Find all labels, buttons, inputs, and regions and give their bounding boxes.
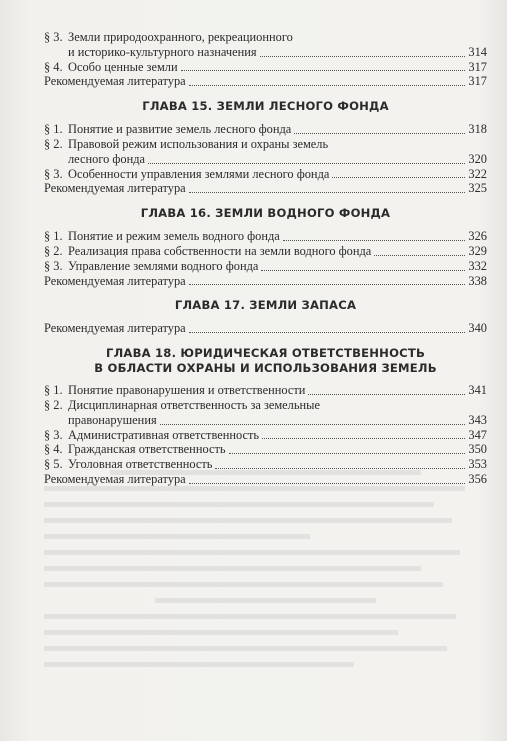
dot-leader — [261, 270, 465, 271]
toc-entry[interactable] — [44, 137, 487, 152]
toc-entry-literature[interactable] — [44, 74, 487, 89]
entry-title: Рекомендуемая литература — [44, 74, 186, 89]
page-number: 332 — [468, 258, 487, 273]
chapter-heading[interactable] — [44, 346, 487, 376]
entry-title: Рекомендуемая литература — [44, 273, 186, 288]
entry-title: Рекомендуемая литература — [44, 471, 186, 486]
toc-entry[interactable] — [44, 30, 487, 45]
entry-title: Административная ответственность — [68, 427, 260, 442]
table-of-contents — [44, 30, 487, 487]
dot-leader — [189, 85, 466, 86]
toc-entry[interactable] — [44, 383, 487, 398]
page-number: 322 — [468, 166, 487, 181]
dot-leader — [160, 424, 466, 425]
dot-leader — [308, 394, 465, 395]
dot-leader — [189, 332, 466, 333]
dot-leader — [148, 163, 465, 164]
toc-entry[interactable] — [44, 398, 487, 413]
entry-title: Реализация права собственности на земли водного фонда — [68, 243, 372, 258]
page-number: 314 — [468, 44, 487, 59]
section-number: § 4. — [44, 442, 63, 457]
dot-leader — [189, 483, 466, 484]
dot-leader — [260, 56, 466, 57]
page-number: 326 — [468, 229, 487, 244]
page-number: 343 — [468, 412, 487, 427]
dot-leader — [229, 453, 466, 454]
entry-title: Гражданская ответственность — [68, 442, 226, 457]
section-number: § 2. — [44, 243, 63, 258]
page-number: 318 — [468, 122, 487, 137]
chapter-heading-line: В ОБЛАСТИ ОХРАНЫ И ИСПОЛЬЗОВАНИЯ ЗЕМЕЛЬ — [94, 361, 437, 376]
entry-title: Рекомендуемая литература — [44, 321, 186, 336]
toc-entry[interactable] — [44, 229, 487, 244]
entry-title: Особенности управления землями лесного фонда — [68, 166, 330, 181]
chapter-heading[interactable]: ГЛАВА 16. ЗЕМЛИ ВОДНОГО ФОНДА — [140, 206, 391, 221]
section-number: § 2. — [44, 136, 63, 151]
section-number: § 1. — [44, 122, 63, 137]
entry-title: лесного фонда — [68, 151, 146, 166]
dot-leader — [294, 133, 465, 134]
dot-leader — [374, 255, 465, 256]
entry-title: Понятие и режим земель водного фонда — [68, 229, 280, 244]
toc-entry-continuation[interactable] — [44, 413, 487, 428]
entry-title: Земли природоохранного, рекреационного — [68, 30, 293, 44]
section-number: § 1. — [44, 229, 63, 244]
section-number: § 2. — [44, 397, 63, 412]
chapter-heading[interactable]: ГЛАВА 17. ЗЕМЛИ ЗАПАСА — [174, 298, 357, 313]
toc-entry-literature[interactable] — [44, 274, 487, 289]
page-number: 340 — [468, 321, 487, 336]
entry-title: Управление землями водного фонда — [68, 258, 259, 273]
section-number: § 5. — [44, 457, 63, 472]
toc-entry[interactable] — [44, 457, 487, 472]
entry-title: Рекомендуемая литература — [44, 181, 186, 196]
entry-title: Правовой режим использования и охраны земель — [68, 136, 329, 151]
chapter-heading[interactable]: ГЛАВА 15. ЗЕМЛИ ЛЕСНОГО ФОНДА — [142, 99, 389, 114]
section-number: § 3. — [44, 166, 63, 181]
toc-entry-literature[interactable] — [44, 321, 487, 336]
dot-leader — [283, 240, 466, 241]
entry-title: Уголовная ответственность — [68, 457, 213, 472]
page-number: 341 — [468, 383, 487, 398]
dot-leader — [215, 468, 465, 469]
page-number: 356 — [468, 471, 487, 486]
page-number: 317 — [468, 59, 487, 74]
toc-entry[interactable] — [44, 259, 487, 274]
entry-title: и историко-культурного назначения — [68, 44, 257, 59]
entry-title: правонарушения — [68, 412, 157, 427]
page-number: 338 — [468, 273, 487, 288]
page-number: 353 — [468, 457, 487, 472]
bleed-through-texture — [44, 470, 487, 730]
entry-title: Особо ценные земли — [68, 59, 178, 74]
toc-entry[interactable] — [44, 428, 487, 443]
page-number: 320 — [468, 151, 487, 166]
section-number: § 3. — [44, 427, 63, 442]
toc-entry[interactable] — [44, 122, 487, 137]
section-number: § 3. — [44, 258, 63, 273]
section-number: § 4. — [44, 59, 63, 74]
toc-entry-literature[interactable] — [44, 472, 487, 487]
dot-leader — [189, 284, 466, 285]
toc-entry-literature[interactable] — [44, 181, 487, 196]
toc-entry[interactable] — [44, 60, 487, 75]
entry-title: Дисциплинарная ответственность за земельные — [68, 397, 320, 412]
dot-leader — [262, 438, 465, 439]
page-number: 317 — [468, 74, 487, 89]
page-number: 325 — [468, 181, 487, 196]
toc-entry-continuation[interactable] — [44, 45, 487, 60]
chapter-heading-line: ГЛАВА 18. ЮРИДИЧЕСКАЯ ОТВЕТСТВЕННОСТЬ — [106, 346, 425, 361]
toc-entry[interactable] — [44, 442, 487, 457]
dot-leader — [189, 192, 466, 193]
toc-entry-continuation[interactable] — [44, 152, 487, 167]
section-number: § 1. — [44, 383, 63, 398]
toc-entry[interactable] — [44, 244, 487, 259]
section-number: § 3. — [44, 30, 63, 44]
entry-title: Понятие правонарушения и ответственности — [68, 383, 306, 398]
entry-title: Понятие и развитие земель лесного фонда — [68, 122, 292, 137]
page-number: 350 — [468, 442, 487, 457]
toc-entry[interactable] — [44, 167, 487, 182]
page-number: 347 — [468, 427, 487, 442]
dot-leader — [181, 70, 466, 71]
page-number: 329 — [468, 243, 487, 258]
dot-leader — [332, 177, 465, 178]
